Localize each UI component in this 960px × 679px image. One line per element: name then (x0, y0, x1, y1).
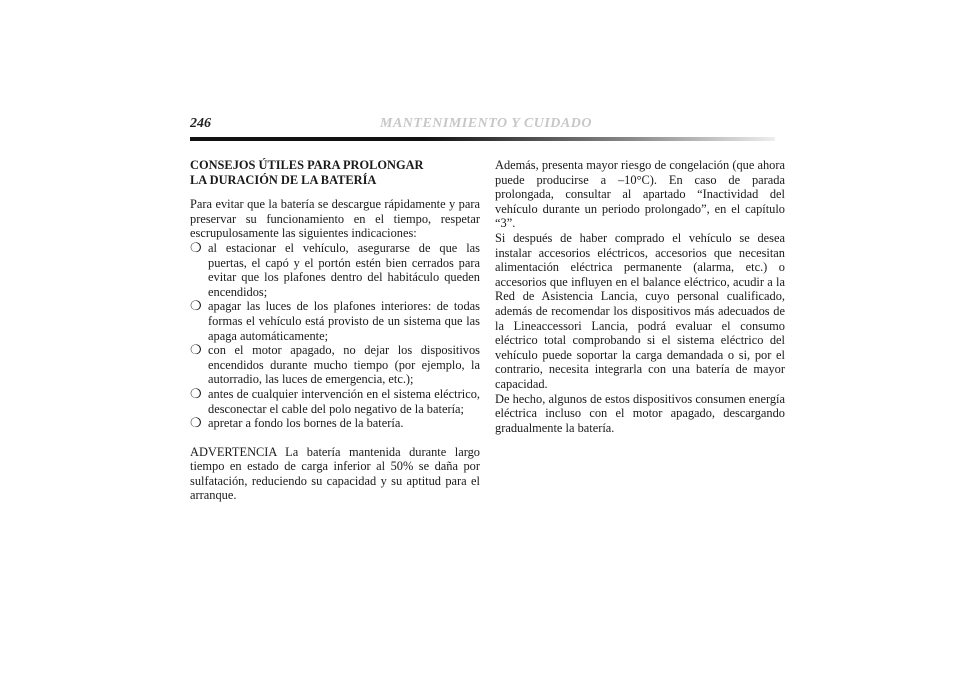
paragraph-freezing: Además, presenta mayor riesgo de congelación (que ahora puede producirse a –10°C). En caso de parada prolongada, consultar al apartado “Inactividad del vehículo durante un periodo prolongado”, en el capítulo “3”. (495, 158, 785, 231)
list-item (190, 387, 480, 416)
intro-paragraph: Para evitar que la batería se descargue rápidamente y para preservar su funcionamiento en el tiempo, respetar escrupulosamente las siguientes indicaciones: (190, 197, 480, 241)
paragraph-consumption: De hecho, algunos de estos dispositivos consumen energía eléctrica incluso con el motor apagado, descargando gradualmente la batería. (495, 391, 785, 435)
list-item-text: apagar las luces de los plafones interiores: de todas formas el vehículo está provisto de un sistema que las apaga automáticamente; (208, 299, 480, 343)
circle-bullet-icon: ❍ (190, 385, 202, 401)
right-column (495, 158, 785, 435)
list-item-text: apretar a fondo los bornes de la batería. (208, 416, 404, 431)
list-item (190, 416, 480, 431)
list-item-text: al estacionar el vehículo, asegurarse de que las puertas, el capó y el portón estén bien cerrados para evitar que los plafones dentro del habitáculo queden encendidos; (208, 240, 480, 299)
circle-bullet-icon: ❍ (190, 239, 202, 255)
section-title: MANTENIMIENTO Y CUIDADO (380, 116, 592, 131)
list-item (190, 299, 480, 343)
heading-line-1: CONSEJOS ÚTILES PARA PROLONGAR (190, 158, 424, 172)
section-heading (190, 158, 480, 187)
left-column (190, 158, 480, 503)
paragraph-accessories: Si después de haber comprado el vehículo se desea instalar accesorios eléctricos, accesorios que necesitan alimentación eléctrica permanente (alarma, etc.) o accesorios que influyen en el balance eléctrico, acudir a la Red de Asistencia Lancia, cuyo personal cualificado, además de recomendar los dispositivos más adecuados de la Lineaccessori Lancia, podrá evaluar el consumo eléctrico total comprobando si el sistema eléctrico del vehículo puede soportar la carga demandada o si, por el contrario, necesita integrarla con una batería de mayor capacidad. (495, 230, 785, 391)
tips-list (190, 241, 480, 431)
list-item-text: antes de cualquier intervención en el sistema eléctrico, desconectar el cable del polo negativo de la batería; (208, 386, 480, 416)
warning-paragraph: ADVERTENCIA La batería mantenida durante largo tiempo en estado de carga inferior al 50% se daña por sulfatación, reduciendo su capacidad y su aptitud para el arranque. (190, 444, 480, 503)
list-item (190, 241, 480, 299)
circle-bullet-icon: ❍ (190, 415, 202, 431)
list-item (190, 343, 480, 387)
header-rule (190, 137, 775, 141)
page-header (190, 116, 775, 136)
list-item-text: con el motor apagado, no dejar los dispositivos encendidos durante mucho tiempo (por ejemplo, la autorradio, las luces de emergencia, etc.); (208, 343, 480, 387)
circle-bullet-icon: ❍ (190, 342, 202, 358)
page-number: 246 (190, 116, 211, 131)
circle-bullet-icon: ❍ (190, 298, 202, 314)
heading-line-2: LA DURACIÓN DE LA BATERÍA (190, 172, 377, 187)
